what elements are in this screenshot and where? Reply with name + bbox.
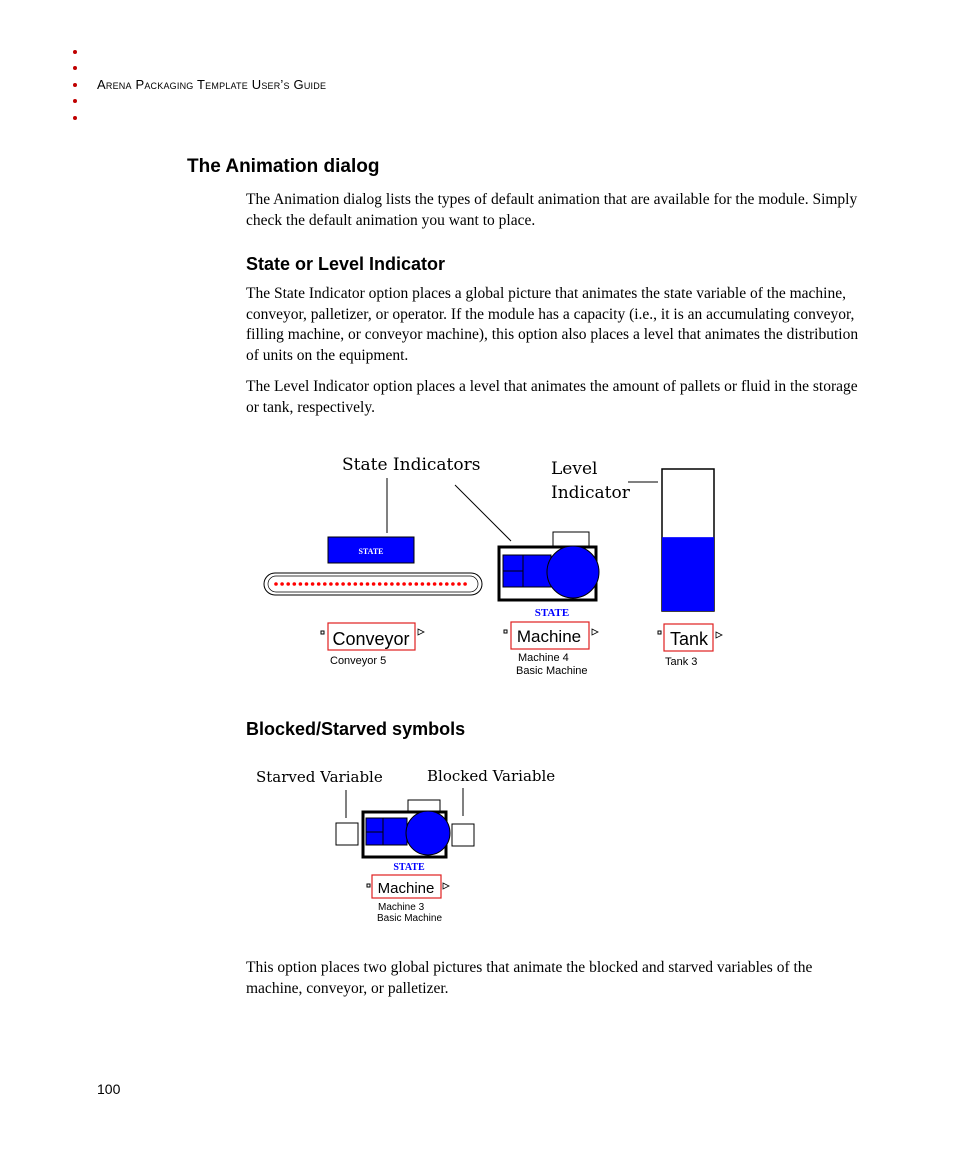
machine-top-box: [553, 532, 589, 547]
conveyor-level-dot: [354, 582, 358, 586]
figure-state-level-indicators: [255, 448, 735, 683]
conveyor-level-dot: [299, 582, 303, 586]
conveyor-level-dot: [274, 582, 278, 586]
label-blocked-variable: Blocked Variable: [427, 767, 556, 785]
machine-drum: [406, 811, 450, 855]
label-starved-variable: Starved Variable: [256, 768, 383, 786]
machine-caption-1: Machine 4: [518, 652, 569, 664]
tank-level-fill: [662, 537, 714, 611]
conveyor-level-dot: [311, 582, 315, 586]
bullet-dot: [73, 66, 77, 70]
leader-line-machine-state: [455, 485, 511, 541]
section-title-blocked-starved: Blocked/Starved symbols: [246, 719, 466, 739]
machine-part-mid: [383, 818, 407, 845]
state-level-para-1: The State Indicator option places a global picture that animates the state variable of the machine, conveyor, palletizer, or operator. If the module has a capacity (i.e., it is an accumulating conveyor, filling machine, or conveyor machine), this option also places a level that animates the distribution of units on the equipment.: [246, 285, 859, 364]
conveyor-level-dot: [335, 582, 339, 586]
conveyor-state-badge-text: STATE: [358, 547, 384, 556]
label-level-line2: Indicator: [551, 483, 630, 503]
conveyor-level-dot: [317, 582, 321, 586]
conveyor-level-dot: [360, 582, 364, 586]
machine-state-label: STATE: [534, 607, 570, 619]
bullet-dot: [73, 99, 77, 103]
conveyor-level-dot: [415, 582, 419, 586]
machine-drum: [547, 546, 599, 598]
page-number: 100: [97, 1081, 121, 1097]
bullet-dot: [73, 50, 77, 54]
animation-dialog-intro: The Animation dialog lists the types of default animation that are available for the module. Simply check the default animation you want to place.: [246, 191, 858, 229]
machine-caption-1: Machine 3: [378, 902, 425, 913]
machine-caption-2: Basic Machine: [377, 913, 443, 924]
conveyor-level-dot: [463, 582, 467, 586]
section-title-animation-dialog: The Animation dialog: [187, 156, 380, 177]
tank-caption: Tank 3: [665, 656, 698, 668]
conveyor-level-dot: [329, 582, 333, 586]
bullet-dot: [73, 116, 77, 120]
figure-blocked-starved: [250, 760, 560, 930]
conveyor-level-dot: [378, 582, 382, 586]
machine-caption-2: Basic Machine: [516, 665, 588, 677]
conveyor-level-dot: [408, 582, 412, 586]
conveyor-level-dot: [323, 582, 327, 586]
tank-name: Tank: [669, 629, 709, 649]
conveyor-level-dot: [366, 582, 370, 586]
machine-name: Machine: [377, 880, 435, 897]
conveyor-level-dot: [347, 582, 351, 586]
conveyor-level-dot: [451, 582, 455, 586]
blocked-starved-para: This option places two global pictures that animate the blocked and starved variables of the machine, conveyor, or palletizer.: [246, 959, 813, 997]
conveyor-level-dot: [427, 582, 431, 586]
running-head: Arena Packaging Template User’s Guide: [97, 77, 327, 92]
label-state-indicators: State Indicators: [342, 455, 481, 475]
conveyor-level-dot: [384, 582, 388, 586]
conveyor-level-dot: [293, 582, 297, 586]
conveyor-level-dot: [305, 582, 309, 586]
conveyor-level-dot: [439, 582, 443, 586]
conveyor-level-dot: [280, 582, 284, 586]
label-level-line1: Level: [551, 459, 598, 479]
conveyor-level-dot: [390, 582, 394, 586]
section-title-state-level: State or Level Indicator: [246, 254, 446, 274]
machine-name: Machine: [516, 627, 582, 646]
conveyor-level-dot: [402, 582, 406, 586]
conveyor-caption: Conveyor 5: [330, 655, 387, 667]
conveyor-level-dot: [433, 582, 437, 586]
conveyor-level-dot: [421, 582, 425, 586]
state-level-para-2: The Level Indicator option places a level that animates the amount of pallets or fluid in the storage or tank, respectively.: [246, 378, 858, 416]
conveyor-name: Conveyor: [332, 629, 410, 649]
conveyor-level-dot: [457, 582, 461, 586]
conveyor-level-dot: [286, 582, 290, 586]
conveyor-level-dot: [341, 582, 345, 586]
conveyor-level-dot: [396, 582, 400, 586]
starved-variable-box: [336, 823, 358, 845]
conveyor-level-dot: [372, 582, 376, 586]
machine-state-label: STATE: [393, 862, 425, 873]
conveyor-level-dot: [445, 582, 449, 586]
bullet-dot: [73, 83, 77, 87]
blocked-variable-box: [452, 824, 474, 846]
